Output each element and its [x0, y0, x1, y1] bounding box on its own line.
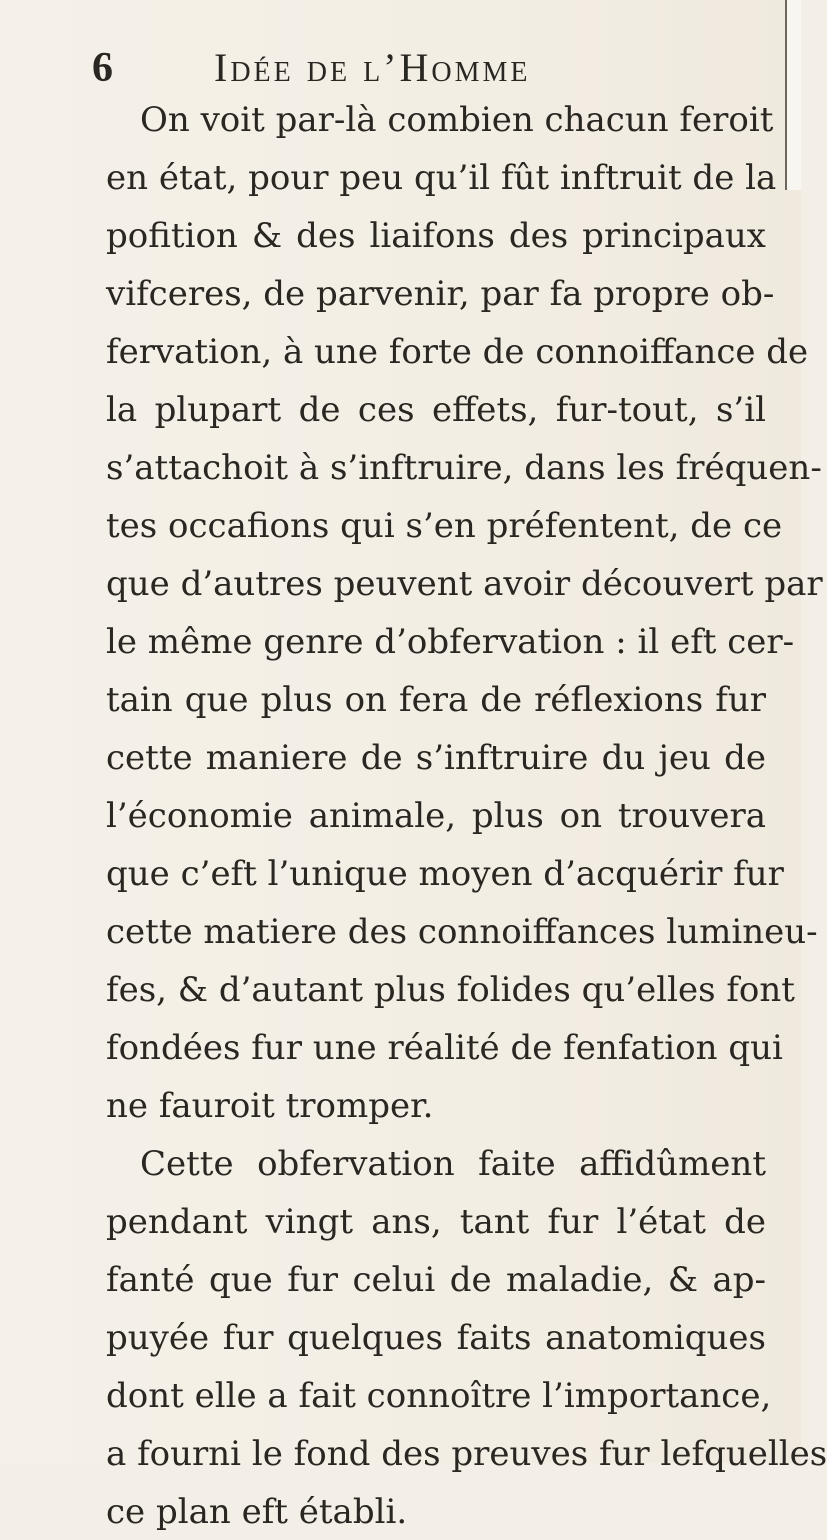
running-head: Idée de l’Homme [214, 45, 531, 90]
text-line: dont elle a fait connoître l’importance, [106, 1376, 772, 1416]
text-line: en état, pour peu qu’il fût inftruit de la [106, 158, 777, 198]
text-line: que d’autres peuvent avoir découvert par [106, 564, 823, 604]
text-line: On voit par-là combien chacun feroit [140, 100, 774, 140]
text-line: tain que plus on fera de réflexions fur [106, 680, 766, 720]
text-line: tes occafions qui s’en préfentent, de ce [106, 506, 783, 546]
adjacent-page-edge [785, 0, 801, 190]
text-line: le même genre d’obfervation : il eft cer- [106, 622, 795, 662]
body-text [106, 92, 827, 1532]
text-line: vifceres, de parvenir, par fa propre ob- [106, 274, 775, 314]
text-line: cette matiere des connoiffances lumineu- [106, 912, 818, 952]
text-line: a fourni le fond des preuves fur lefquelles [106, 1434, 827, 1474]
text-line: s’attachoit à s’inftruire, dans les fréquen- [106, 448, 822, 488]
text-line: la plupart de ces effets, fur-tout, s’il [106, 390, 766, 430]
text-line: pofition & des liaifons des principaux [106, 216, 766, 256]
text-line: pendant vingt ans, tant fur l’état de [106, 1202, 766, 1242]
text-line: fondées fur une réalité de fenfation qui [106, 1028, 783, 1068]
page-header [92, 38, 712, 98]
text-line: cette maniere de s’inftruire du jeu de [106, 738, 766, 778]
text-line: ce plan eft établi. [106, 1492, 408, 1532]
text-line: fes, & d’autant plus folides qu’elles font [106, 970, 795, 1010]
page-number: 6 [92, 45, 113, 91]
text-line: que c’eft l’unique moyen d’acquérir fur [106, 854, 784, 894]
text-line: fervation, à une forte de connoiffance de [106, 332, 809, 372]
text-line: l’économie animale, plus on trouvera [106, 796, 766, 836]
text-line: fanté que fur celui de maladie, & ap- [106, 1260, 766, 1300]
text-line: puyée fur quelques faits anatomiques [106, 1318, 766, 1358]
text-line: Cette obfervation faite affidûment [140, 1144, 766, 1184]
text-line: ne fauroit tromper. [106, 1086, 434, 1126]
